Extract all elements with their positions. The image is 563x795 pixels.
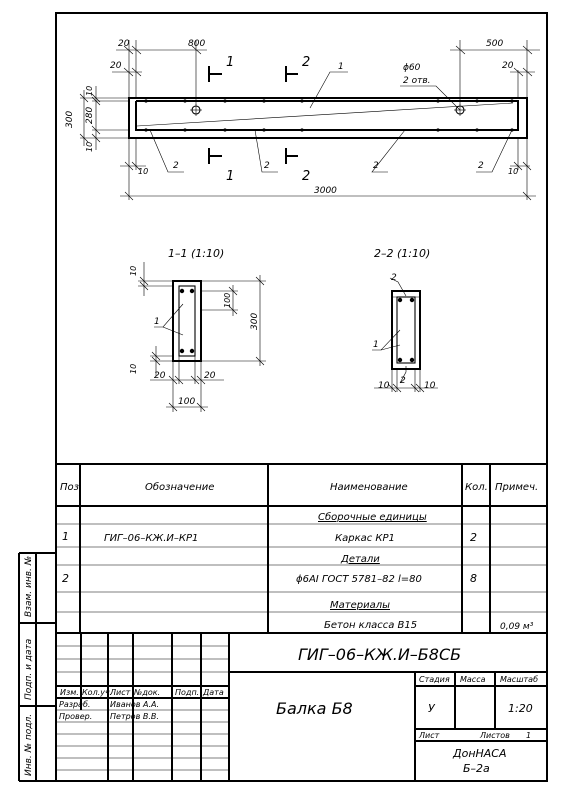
- title-block: [56, 633, 547, 781]
- section-2-2-title: 2–2 (1:10): [374, 247, 431, 260]
- spec-row-heading: Сборочные единицы: [318, 512, 427, 523]
- spec-row-note: 0,09 м³: [500, 622, 534, 632]
- dimension-lines-top: [112, 46, 540, 76]
- item-name: Балка Б8: [276, 699, 353, 718]
- spec-row-designation: ГИГ–06–КЖ.И–КР1: [104, 533, 199, 544]
- tb-prover-name: Петров В.В.: [110, 712, 159, 721]
- spec-header-pos: Поз.: [60, 482, 83, 493]
- section-mark-1-bottom: 1: [226, 169, 235, 184]
- hole-count-label: 2 отв.: [403, 76, 431, 86]
- spec-row-heading: Детали: [341, 554, 380, 565]
- leader-2-label-c: 2: [373, 161, 379, 171]
- leader-2-label-d: 2: [478, 161, 484, 171]
- dim-280: 280: [85, 106, 95, 124]
- spec-row-name: Бетон класса В15: [324, 620, 418, 631]
- sec1-dim-100-bottom: 100: [178, 397, 196, 407]
- sec1-dim-10-bottom: 10: [129, 363, 138, 374]
- tb-org: ДонНАСА: [453, 747, 507, 760]
- spec-header-designation: Обозначение: [145, 482, 215, 493]
- tb-col-ndok: №док.: [134, 688, 161, 697]
- dim-500: 500: [486, 39, 504, 49]
- dim-20-right: 20: [502, 61, 514, 71]
- spec-row-qty: 8: [470, 572, 477, 585]
- stamp-podp-data: Подп. и дата: [24, 638, 34, 700]
- section-mark-1-top: 1: [226, 55, 235, 70]
- sec2-leader-2-bottom: 2: [400, 376, 406, 386]
- dim-800: 800: [188, 39, 206, 49]
- sec2-dim-10-left: 10: [378, 381, 390, 391]
- tb-scale-value: 1:20: [508, 702, 533, 715]
- sec2-leader-2-top: 2: [391, 273, 397, 283]
- spec-header-note: Примеч.: [495, 482, 539, 493]
- spec-row-pos: 1: [62, 530, 69, 543]
- sec1-dim-20-right: 20: [204, 371, 216, 381]
- section-2-2-outline: [392, 291, 420, 369]
- tb-sheets-label: Листов: [480, 731, 510, 740]
- document-code: ГИГ–06–КЖ.И–Б8СБ: [298, 645, 462, 664]
- section-mark-2-top: 2: [302, 55, 311, 70]
- sec1-dim-300: 300: [250, 312, 260, 330]
- tb-sheet-label: Лист: [419, 731, 440, 740]
- tb-mass-label: Масса: [460, 675, 486, 684]
- section-2-2: [372, 247, 438, 392]
- leaders-2: [150, 130, 512, 172]
- specification-table: [56, 464, 547, 633]
- spec-row-pos: 2: [62, 572, 69, 585]
- tb-col-podp: Подп.: [175, 688, 200, 697]
- spec-row-name: Каркас КР1: [335, 533, 395, 544]
- sec2-leader-1: 1: [373, 340, 379, 350]
- dim-20-left: 20: [110, 61, 122, 71]
- dim-10-bottom-right: 10: [508, 167, 519, 176]
- tb-razrab-name: Иванов А.А.: [110, 700, 160, 709]
- sec2-dim-10-right: 10: [424, 381, 436, 391]
- reinforcement-cage: [136, 101, 518, 130]
- tb-group: Б–2а: [463, 762, 490, 775]
- tb-col-data: Дата: [203, 688, 224, 697]
- dim-300: 300: [65, 110, 75, 128]
- section-mark-2-bottom: 2: [302, 169, 311, 184]
- section-marks: [209, 66, 298, 164]
- stamp-vzam: Взам. инв. №: [24, 555, 34, 617]
- dim-10-bottom-left: 10: [138, 167, 149, 176]
- tb-col-izm: Изм.: [60, 688, 79, 697]
- sec1-dim-10-top: 10: [129, 265, 138, 276]
- sec1-dim-100: 100: [223, 292, 232, 308]
- spec-row-qty: 2: [470, 531, 477, 544]
- tb-scale-label: Масштаб: [500, 675, 539, 684]
- stamp-inv: Инв. № подл.: [24, 713, 34, 776]
- bar-dots: [144, 99, 513, 131]
- sec1-leader-1: 1: [154, 317, 160, 327]
- tb-stage-value: У: [428, 702, 435, 715]
- spec-row-name: ϕ6АI ГОСТ 5781–82 l=80: [296, 574, 422, 585]
- leader-2-label-a: 2: [173, 161, 179, 171]
- tb-prover-role: Провер.: [59, 712, 93, 721]
- tb-col-kol: Кол.уч.: [82, 688, 113, 697]
- tb-sheets-value: 1: [526, 731, 532, 740]
- spec-header-qty: Кол.: [465, 482, 488, 493]
- dim-10-bottom: 10: [85, 141, 94, 152]
- tb-col-list: Лист: [110, 688, 131, 697]
- section-1-1-title: 1–1 (1:10): [168, 247, 225, 260]
- dim-20-top-left: 20: [118, 39, 130, 49]
- hole-diameter-label: ϕ60: [403, 63, 421, 73]
- beam-outline: [129, 98, 527, 138]
- leader-2-label-b: 2: [264, 161, 270, 171]
- tb-stage-label: Стадия: [419, 675, 450, 684]
- leader-1: [310, 72, 348, 108]
- spec-header-name: Наименование: [330, 482, 408, 493]
- side-stamp-strip: [19, 553, 56, 781]
- dim-3000: 3000: [314, 186, 337, 196]
- section-1-1: [129, 247, 266, 412]
- dim-10-top: 10: [85, 85, 94, 96]
- leader-1-label: 1: [338, 62, 344, 72]
- section-1-1-outline: [173, 281, 201, 361]
- spec-row-heading: Материалы: [330, 600, 390, 611]
- tb-razrab-role: Разраб.: [59, 700, 91, 709]
- sec1-dim-20-left: 20: [154, 371, 166, 381]
- beam-elevation: [65, 39, 540, 200]
